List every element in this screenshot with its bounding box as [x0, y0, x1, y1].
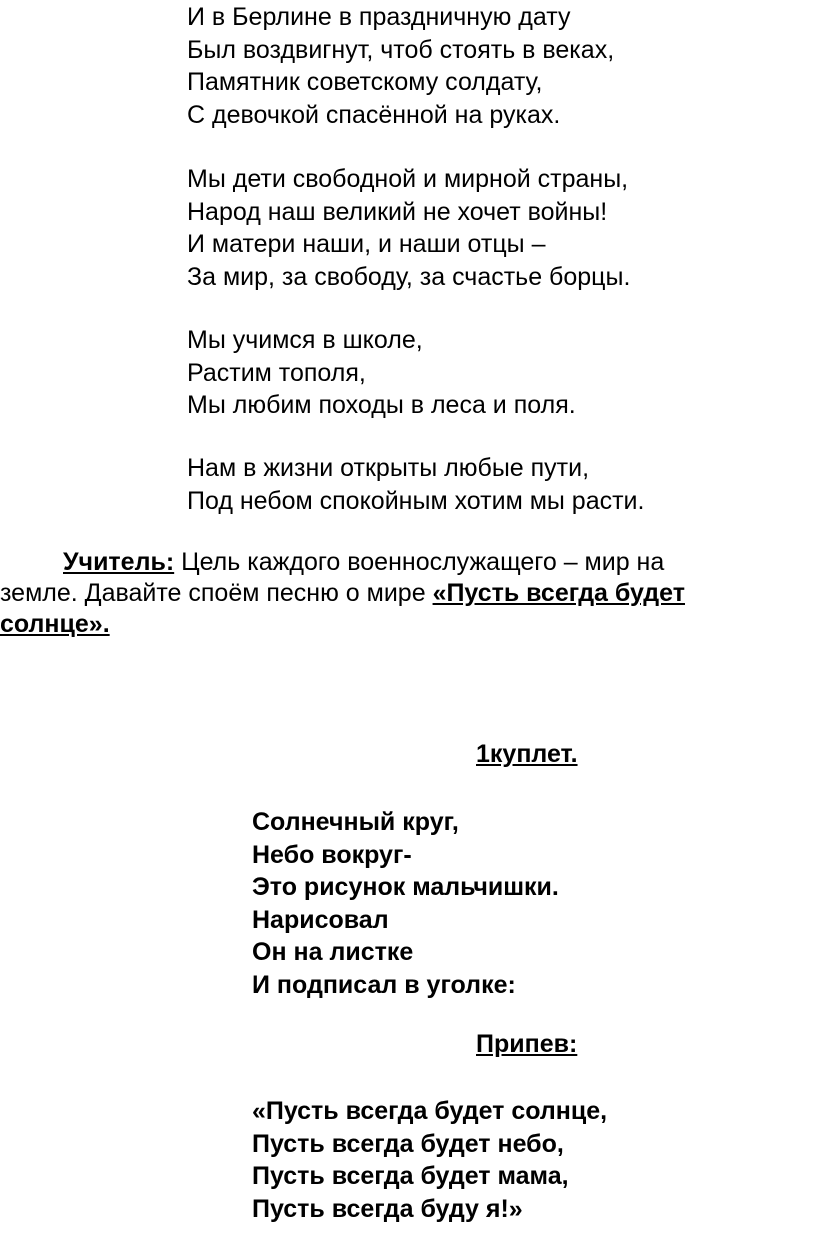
poem-line: Растим тополя,	[187, 358, 366, 387]
song-chorus	[252, 1095, 607, 1225]
song-line: Солнечный круг,	[252, 808, 459, 836]
teacher-line	[0, 547, 816, 578]
poem-line: Под небом спокойным хотим мы расти.	[187, 486, 645, 515]
poem-line: Мы любим походы в леса и поля.	[187, 391, 576, 419]
song-line: «Пусть всегда будет солнце,	[252, 1097, 608, 1125]
teacher-text: Цель каждого военнослужащего – мир на	[174, 548, 665, 576]
poem-line: Нам в жизни открыты любые пути,	[187, 454, 590, 482]
poem-line: Памятник советскому солдату,	[187, 68, 543, 96]
poem-line: Мы учимся в школе,	[187, 326, 423, 354]
song-title: солнце».	[0, 610, 110, 638]
song-line: Он на листке	[252, 938, 414, 966]
poem-line: И матери наши, и наши отцы –	[187, 230, 546, 258]
song-line: Небо вокруг-	[252, 840, 412, 869]
poem-stanza	[187, 1, 614, 131]
teacher-text: земле. Давайте споём песню о мире	[0, 579, 433, 607]
teacher-paragraph	[0, 547, 816, 640]
song-line: Пусть всегда будет мама,	[252, 1162, 569, 1190]
song-line: Нарисовал	[252, 905, 389, 934]
song-line: Пусть всегда буду я!»	[252, 1194, 523, 1223]
poem-line: И в Берлине в праздничную дату	[187, 3, 571, 31]
speaker-label: Учитель:	[63, 548, 175, 576]
poem-stanza	[187, 452, 644, 517]
verse-heading: 1куплет.	[476, 740, 578, 768]
chorus-heading: Припев:	[476, 1030, 578, 1058]
poem-line: С девочкой спасённой на руках.	[187, 100, 561, 129]
poem-line: Был воздвигнут, чтоб стоять в веках,	[187, 35, 615, 64]
poem-stanza	[187, 163, 630, 293]
teacher-line	[0, 578, 816, 609]
song-line: Пусть всегда будет небо,	[252, 1129, 564, 1158]
song-line: Это рисунок мальчишки.	[252, 873, 559, 901]
poem-line: Мы дети свободной и мирной страны,	[187, 165, 629, 193]
poem-line: Народ наш великий не хочет войны!	[187, 197, 608, 226]
song-line: И подписал в уголке:	[252, 970, 516, 999]
teacher-line	[0, 609, 816, 640]
poem-line: За мир, за свободу, за счастье борцы.	[187, 262, 631, 291]
poem-stanza	[187, 324, 576, 422]
song-verse	[252, 806, 559, 1001]
song-title: «Пусть всегда будет	[432, 579, 685, 607]
